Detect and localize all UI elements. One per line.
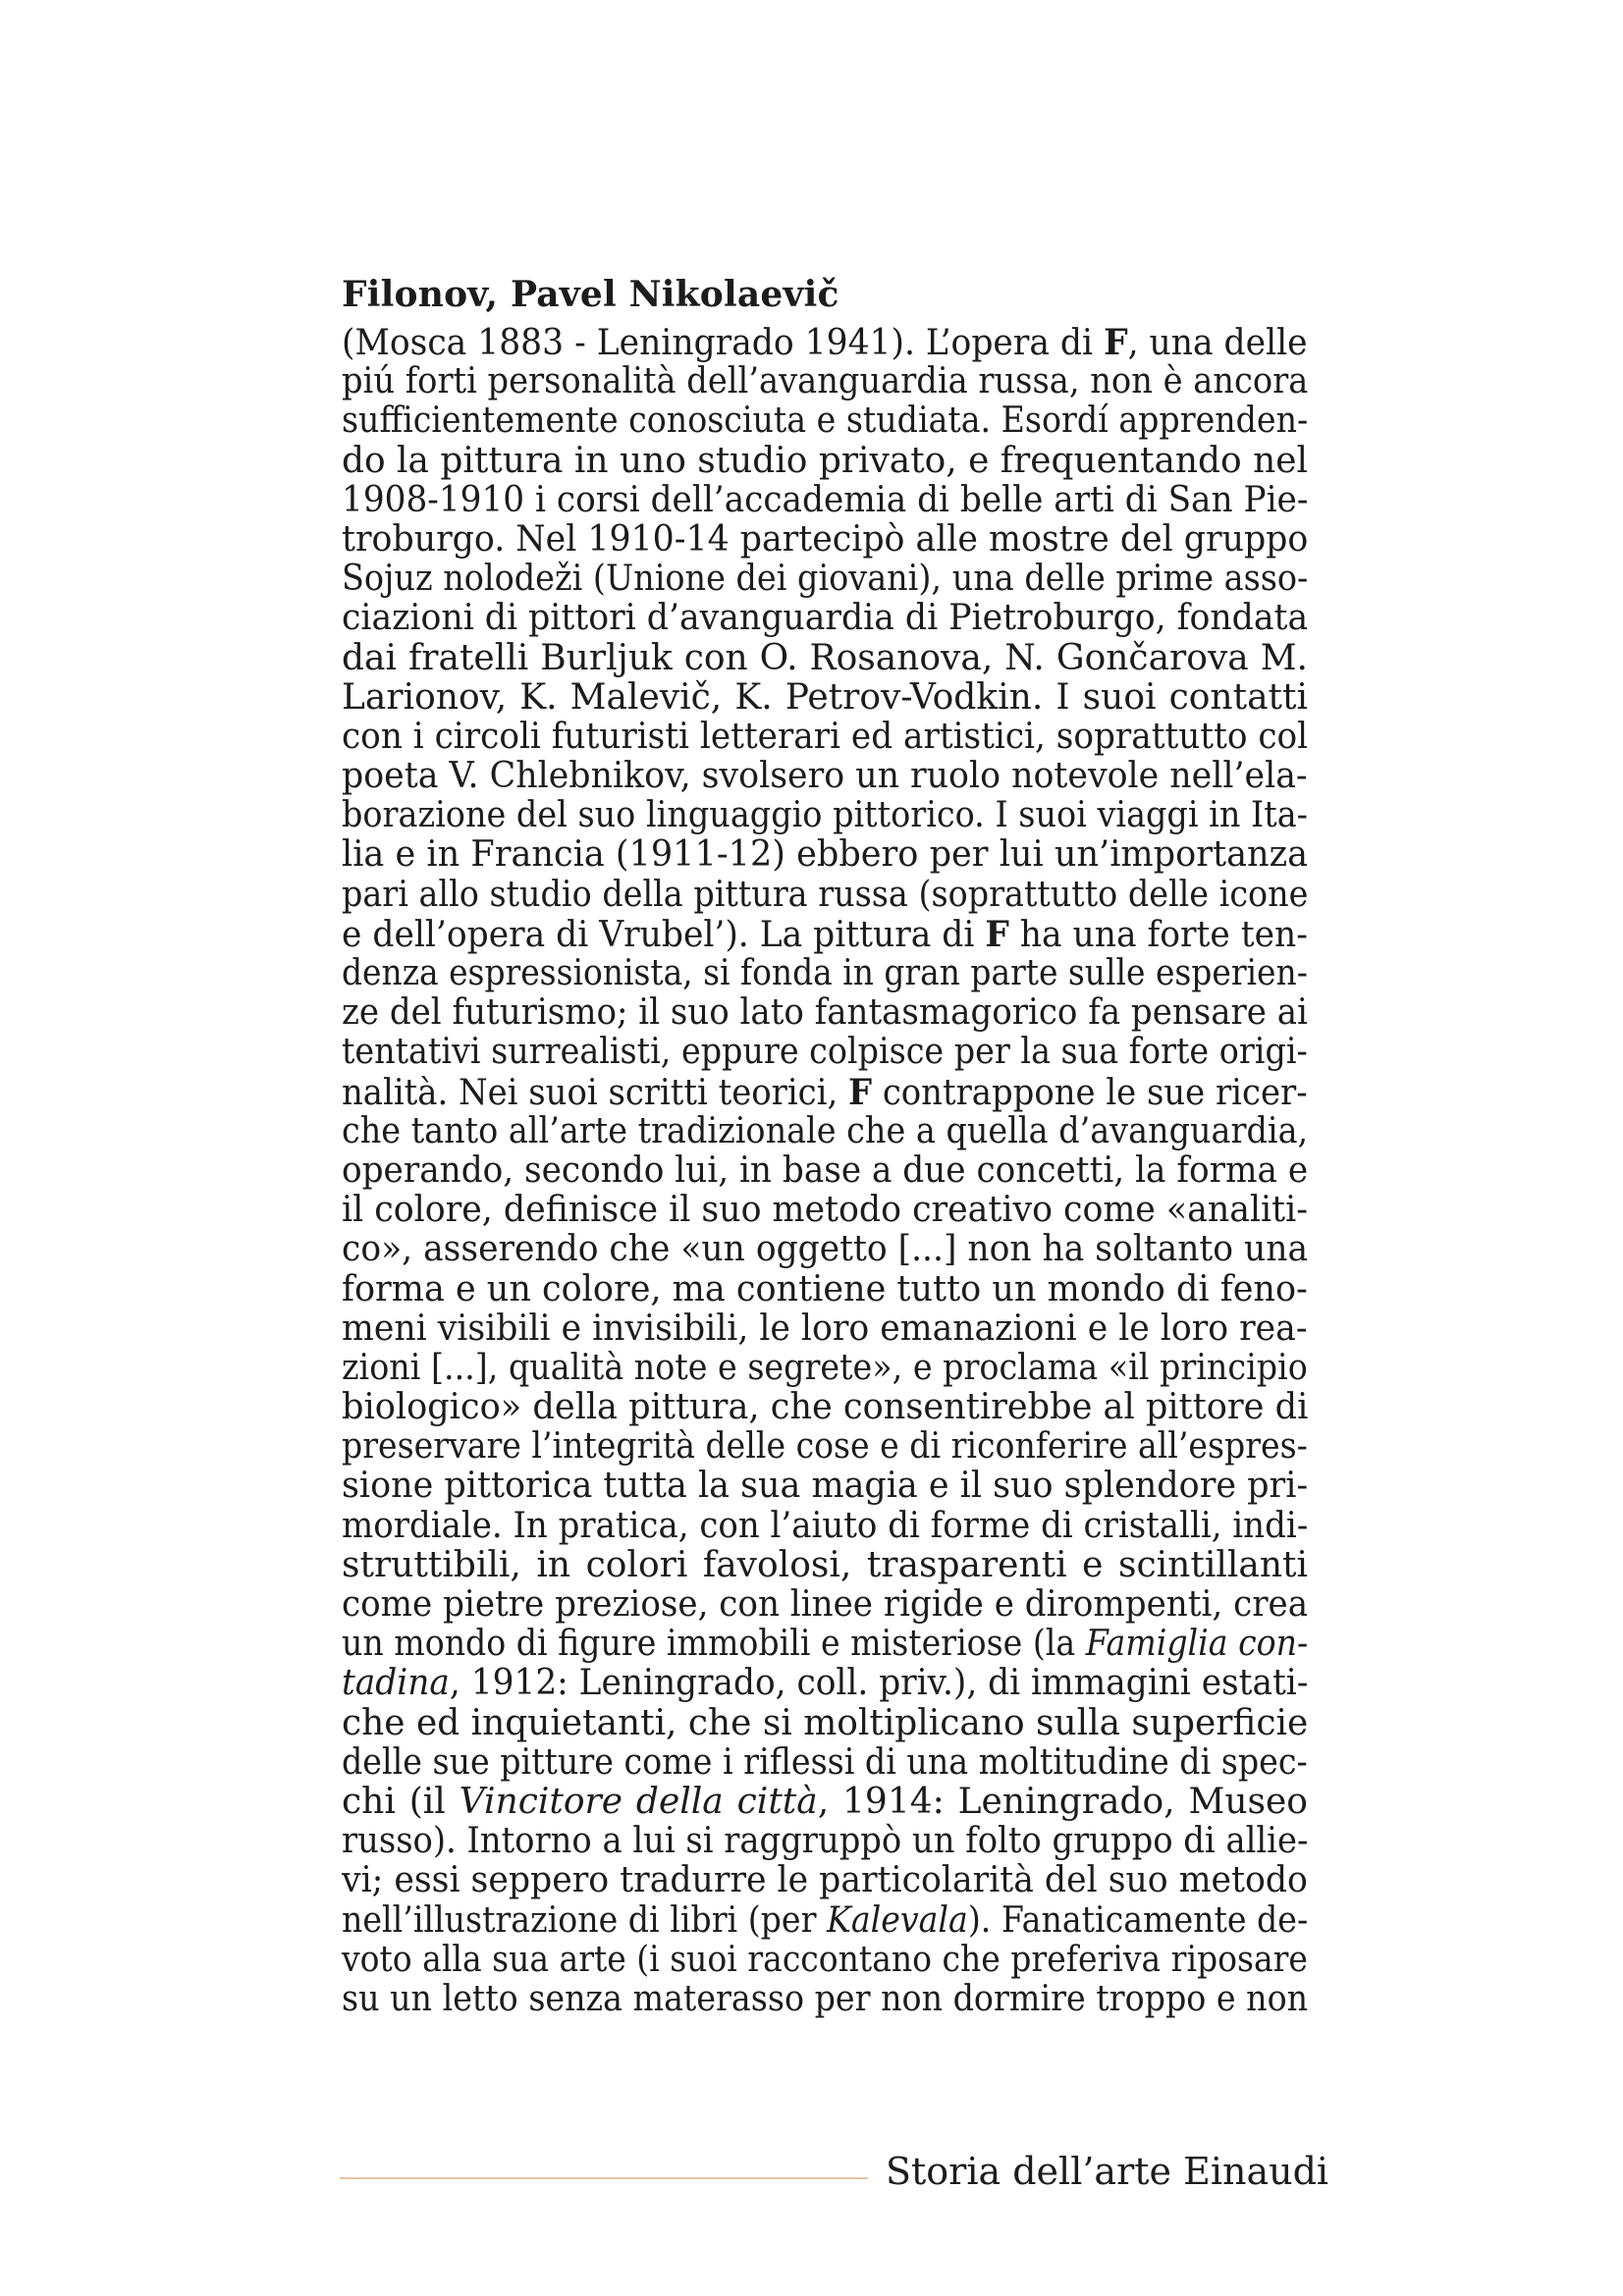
footer-publisher: Storia dell’arte Einaudi — [886, 2150, 1329, 2193]
artwork-title: tadina — [342, 1664, 450, 1704]
text-segment: operando, secondo lui, in base a due concetti, la forma e — [342, 1150, 1308, 1191]
text-segment: contrappone le sue ricer- — [872, 1072, 1308, 1112]
text-line — [342, 1743, 1308, 1783]
entry-title: Filonov, Pavel Nikolaevič — [342, 274, 839, 315]
text-line — [342, 1507, 1308, 1546]
text-segment: troburgo. Nel 1910-14 partecipò alle mostre del gruppo — [342, 519, 1308, 560]
text-line — [342, 1664, 1308, 1703]
text-segment: meni visibili e invisibili, le loro emanazioni e le loro rea- — [342, 1308, 1308, 1349]
text-line — [342, 560, 1308, 599]
text-segment: poeta V. Chlebnikov, svolsero un ruolo notevole nell’ela- — [342, 757, 1308, 797]
text-line — [342, 718, 1308, 757]
text-segment: voto alla sua arte (i suoi raccontano che preferiva riposare — [342, 1940, 1308, 1980]
text-line — [342, 1073, 1308, 1112]
text-line — [342, 1270, 1308, 1309]
text-segment: , una delle — [1127, 323, 1308, 363]
text-segment: che ed inquietanti, che si moltiplicano sulla superficie — [342, 1703, 1308, 1743]
text-segment: su un letto senza materasso per non dormire troppo e non — [342, 1979, 1308, 2019]
text-segment: il colore, definisce il suo metodo creativo come «analiti- — [342, 1191, 1308, 1231]
text-segment: sione pittorica tutta la sua magia e il suo splendore pri- — [342, 1467, 1308, 1507]
text-segment: co», asserendo che «un oggetto [...] non ha soltanto una — [342, 1230, 1308, 1270]
text-line — [342, 442, 1308, 481]
footer-rule — [340, 2177, 868, 2179]
text-line — [342, 362, 1308, 401]
text-segment: piú forti personalità dell’avanguardia russa, non è ancora — [342, 362, 1308, 402]
text-segment: (Mosca 1883 - Leningrado 1941). L’opera di — [342, 323, 1105, 363]
text-segment: ). Fanaticamente de- — [967, 1900, 1308, 1941]
text-line — [342, 1704, 1308, 1743]
text-segment: Larionov, K. Malevič, K. Petrov-Vodkin. I suoi contatti — [342, 677, 1308, 718]
text-line — [342, 1546, 1308, 1585]
text-line — [342, 323, 1308, 362]
bold-abbrev: F — [985, 914, 1009, 954]
text-segment: forma e un colore, ma contiene tutto un mondo di feno- — [342, 1269, 1308, 1309]
text-line — [342, 1033, 1308, 1072]
artwork-title: Vincitore della città — [459, 1782, 818, 1822]
text-line — [342, 1941, 1308, 1980]
text-segment: vi; essi seppero tradurre le particolarità del suo metodo — [342, 1861, 1308, 1901]
text-segment: sufficientemente conosciuta e studiata. Esordí apprenden- — [342, 401, 1308, 442]
bold-abbrev: F — [1104, 323, 1128, 363]
text-segment: , 1912: Leningrado, coll. priv.), di immagini estati- — [449, 1664, 1308, 1704]
text-segment: biologico» della pittura, che consentirebbe al pittore di — [342, 1388, 1308, 1428]
text-segment: , 1914: Leningrado, Museo — [817, 1782, 1308, 1822]
text-segment: chi (il — [342, 1782, 460, 1822]
text-line — [342, 1861, 1308, 1900]
text-segment: pari allo studio della pittura russa (soprattutto delle icone — [342, 875, 1308, 915]
text-segment: dai fratelli Burljuk con O. Rosanova, N. Gončarova M. — [342, 638, 1308, 678]
text-segment: zioni [...], qualità note e segrete», e proclama «il principio — [342, 1348, 1308, 1388]
text-line — [342, 481, 1308, 520]
text-segment: tentativi surrealisti, eppure colpisce per la sua forte origi- — [342, 1033, 1308, 1073]
text-line — [342, 1112, 1308, 1151]
text-line — [342, 401, 1308, 441]
text-line — [342, 876, 1308, 915]
text-line — [342, 520, 1308, 560]
text-line — [342, 757, 1308, 796]
text-segment: come pietre preziose, con linee rigide e dirompenti, crea — [342, 1585, 1308, 1625]
text-line — [342, 835, 1308, 875]
text-line — [342, 1427, 1308, 1467]
text-segment: ciazioni di pittori d’avanguardia di Pietroburgo, fondata — [342, 599, 1308, 639]
text-segment: do la pittura in uno studio privato, e frequentando nel — [342, 441, 1308, 481]
text-segment: struttibili, in colori favolosi, trasparenti e scintillanti — [342, 1545, 1308, 1585]
text-segment: denza espressionista, si fonda in gran parte sulle esperien- — [342, 954, 1308, 993]
text-segment: mordiale. In pratica, con l’aiuto di forme di cristalli, indi- — [342, 1506, 1308, 1546]
text-line — [342, 1822, 1308, 1861]
artwork-title: Famiglia con- — [1085, 1625, 1308, 1665]
text-line — [342, 1388, 1308, 1427]
text-line — [342, 993, 1308, 1033]
text-segment: borazione del suo linguaggio pittorico. I suoi viaggi in Ita- — [342, 796, 1308, 836]
text-segment: ze del futurismo; il suo lato fantasmagorico fa pensare ai — [342, 993, 1308, 1034]
text-segment: un mondo di figure immobili e misteriose (la — [342, 1625, 1086, 1665]
text-line — [342, 954, 1308, 993]
text-segment: che tanto all’arte tradizionale che a quella d’avanguardia, — [342, 1111, 1308, 1151]
text-segment: russo). Intorno a lui si raggruppò un folto gruppo di allie- — [342, 1822, 1308, 1862]
text-line — [342, 1230, 1308, 1269]
text-line — [342, 1151, 1308, 1191]
text-line — [342, 796, 1308, 835]
text-segment: e dell’opera di Vrubel’). La pittura di — [342, 914, 986, 954]
text-line — [342, 678, 1308, 718]
text-line — [342, 639, 1308, 678]
text-line — [342, 1349, 1308, 1388]
text-line — [342, 1309, 1308, 1349]
text-segment: 1908-1910 i corsi dell’accademia di belle arti di San Pie- — [342, 480, 1308, 520]
text-segment: nell’illustrazione di libri (per — [342, 1900, 828, 1941]
text-line — [342, 1783, 1308, 1822]
entry-body — [342, 323, 1308, 2019]
text-segment: Sojuz nolodeži (Unione dei giovani), una delle prime asso- — [342, 560, 1308, 600]
text-line — [342, 1625, 1308, 1664]
artwork-title: Kalevala — [827, 1900, 968, 1941]
text-line — [342, 1191, 1308, 1230]
text-segment: delle sue pitture come i riflessi di una moltitudine di spec- — [342, 1742, 1308, 1783]
text-line — [342, 1467, 1308, 1506]
text-segment: con i circoli futuristi letterari ed artistici, soprattutto col — [342, 717, 1308, 757]
text-segment: lia e in Francia (1911-12) ebbero per lui un’importanza — [342, 835, 1308, 876]
text-segment: preservare l’integrità delle cose e di riconferire all’espres- — [342, 1427, 1308, 1468]
text-line — [342, 1585, 1308, 1625]
bold-abbrev: F — [848, 1072, 873, 1112]
text-line — [342, 599, 1308, 638]
text-line — [342, 915, 1308, 954]
text-line — [342, 1980, 1308, 2019]
text-segment: ha una forte ten- — [1008, 914, 1308, 954]
text-line — [342, 1901, 1308, 1941]
text-segment: nalità. Nei suoi scritti teorici, — [342, 1072, 849, 1112]
